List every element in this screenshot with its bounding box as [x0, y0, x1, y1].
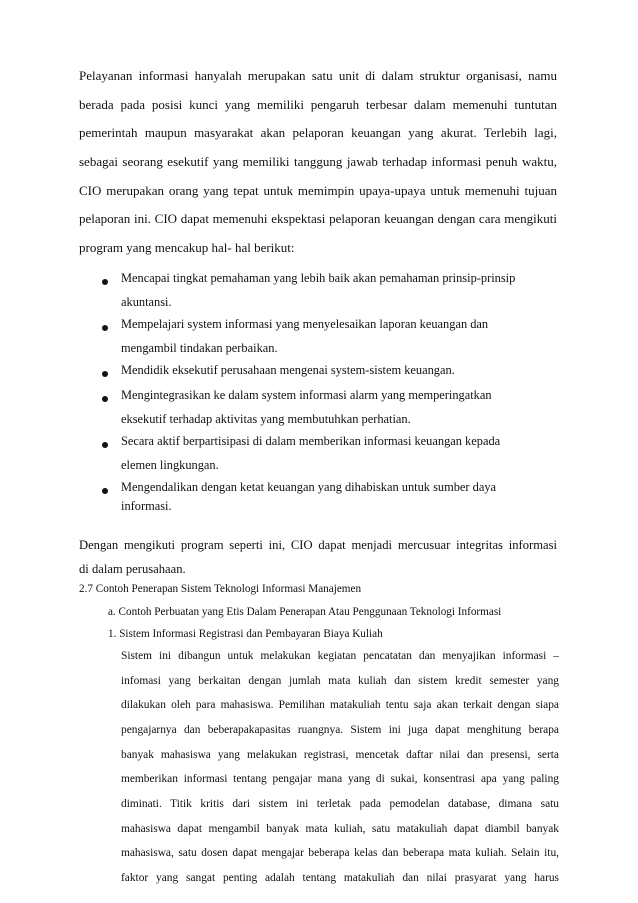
body-line-8: mahasiswa dapat mengambil banyak mata kuliah, satu matakuliah dapat diambil banyak [121, 823, 559, 835]
body-line-10: faktor yang sangat penting adalah tentang matakuliah dan nilai prasyarat yang harus [121, 872, 559, 884]
body-line-2: infomasi yang berkaitan dengan jumlah mata kuliah dan sistem kredit semester yang [121, 675, 559, 687]
bullet-dot [102, 371, 108, 377]
bullet-1-line-2: akuntansi. [121, 295, 172, 309]
body-line-3: dilakukan oleh para mahasiswa. Pemilihan matakuliah tentu saja akan terkait dengan siapa [121, 699, 559, 711]
bullet-dot [102, 396, 108, 402]
body-line-6: memberikan informasi tentang pengajar mana yang di sukai, konsentrasi apa yang paling [121, 773, 559, 785]
body-line-4: pengajarnya dan beberapakapasitas ruangnya. Sistem ini juga dapat menghitung berapa [121, 724, 559, 736]
intro-line-6: pelaporan ini. CIO dapat memenuhi ekspektasi pelaporan keuangan dengan cara mengikuti [79, 211, 557, 226]
bullet-2-line-1: Mempelajari system informasi yang menyelesaikan laporan keuangan dan [121, 317, 489, 331]
bullet-5-line-2: elemen lingkungan. [121, 458, 219, 472]
intro-line-5: CIO merupakan orang yang tepat untuk memimpin upaya-upaya untuk memenuhi tujuan [79, 183, 557, 198]
body-line-1: Sistem ini dibangun untuk melakukan kegiatan pencatatan dan menyajikan informasi – [121, 650, 559, 662]
intro-line-2: berada pada posisi kunci yang memiliki pengaruh terbesar dalam memenuhi tuntutan [79, 97, 557, 112]
bullet-2-line-2: mengambil tindakan perbaikan. [121, 341, 278, 355]
subheading-1: 1. Sistem Informasi Registrasi dan Pembayaran Biaya Kuliah [108, 628, 383, 640]
bullet-5-line-1: Secara aktif berpartisipasi di dalam memberikan informasi keuangan kepada [121, 434, 501, 448]
bullet-4-line-2: eksekutif terhadap aktivitas yang membutuhkan perhatian. [121, 412, 411, 426]
bullet-6-line-2: informasi. [121, 499, 172, 513]
body-line-9: mahasiswa, satu dosen dapat mengajar beberapa kelas dan beberapa mata kuliah. Selain itu, [121, 847, 559, 859]
closing-line-1: Dengan mengikuti program seperti ini, CIO dapat menjadi mercusuar integritas informasi [79, 538, 557, 552]
section-heading: 2.7 Contoh Penerapan Sistem Teknologi Informasi Manajemen [79, 583, 362, 595]
bullet-dot [102, 488, 108, 494]
body-line-5: banyak mahasiswa yang melakukan registrasi, mencetak daftar nilai dan presensi, serta [121, 749, 559, 761]
body-line-7: diminati. Titik kritis dari sistem ini terletak pada pemodelan database, dimana satu [121, 798, 559, 810]
subheading-a: a. Contoh Perbuatan yang Etis Dalam Penerapan Atau Penggunaan Teknologi Informasi [108, 606, 502, 618]
bullet-1-line-1: Mencapai tingkat pemahaman yang lebih baik akan pemahaman prinsip-prinsip [121, 271, 516, 285]
bullet-dot [102, 325, 108, 331]
bullet-3-line-1: Mendidik eksekutif perusahaan mengenai system-sistem keuangan. [121, 363, 455, 377]
bullet-4-line-1: Mengintegrasikan ke dalam system informasi alarm yang memperingatkan [121, 388, 492, 402]
intro-line-7: program yang mencakup hal- hal berikut: [79, 240, 295, 255]
closing-line-2: di dalam perusahaan. [79, 562, 186, 576]
bullet-6-line-1: Mengendalikan dengan ketat keuangan yang dihabiskan untuk sumber daya [121, 480, 497, 494]
intro-line-4: sebagai seorang esekutif yang memiliki tanggung jawab terhadap informasi penuh waktu, [79, 154, 557, 169]
intro-line-3: pemerintah maupun masyarakat akan pelaporan keuangan yang akurat. Terlebih lagi, [79, 125, 557, 140]
bullet-dot [102, 442, 108, 448]
intro-line-1: Pelayanan informasi hanyalah merupakan satu unit di dalam struktur organisasi, namu [79, 68, 557, 83]
bullet-dot [102, 279, 108, 285]
